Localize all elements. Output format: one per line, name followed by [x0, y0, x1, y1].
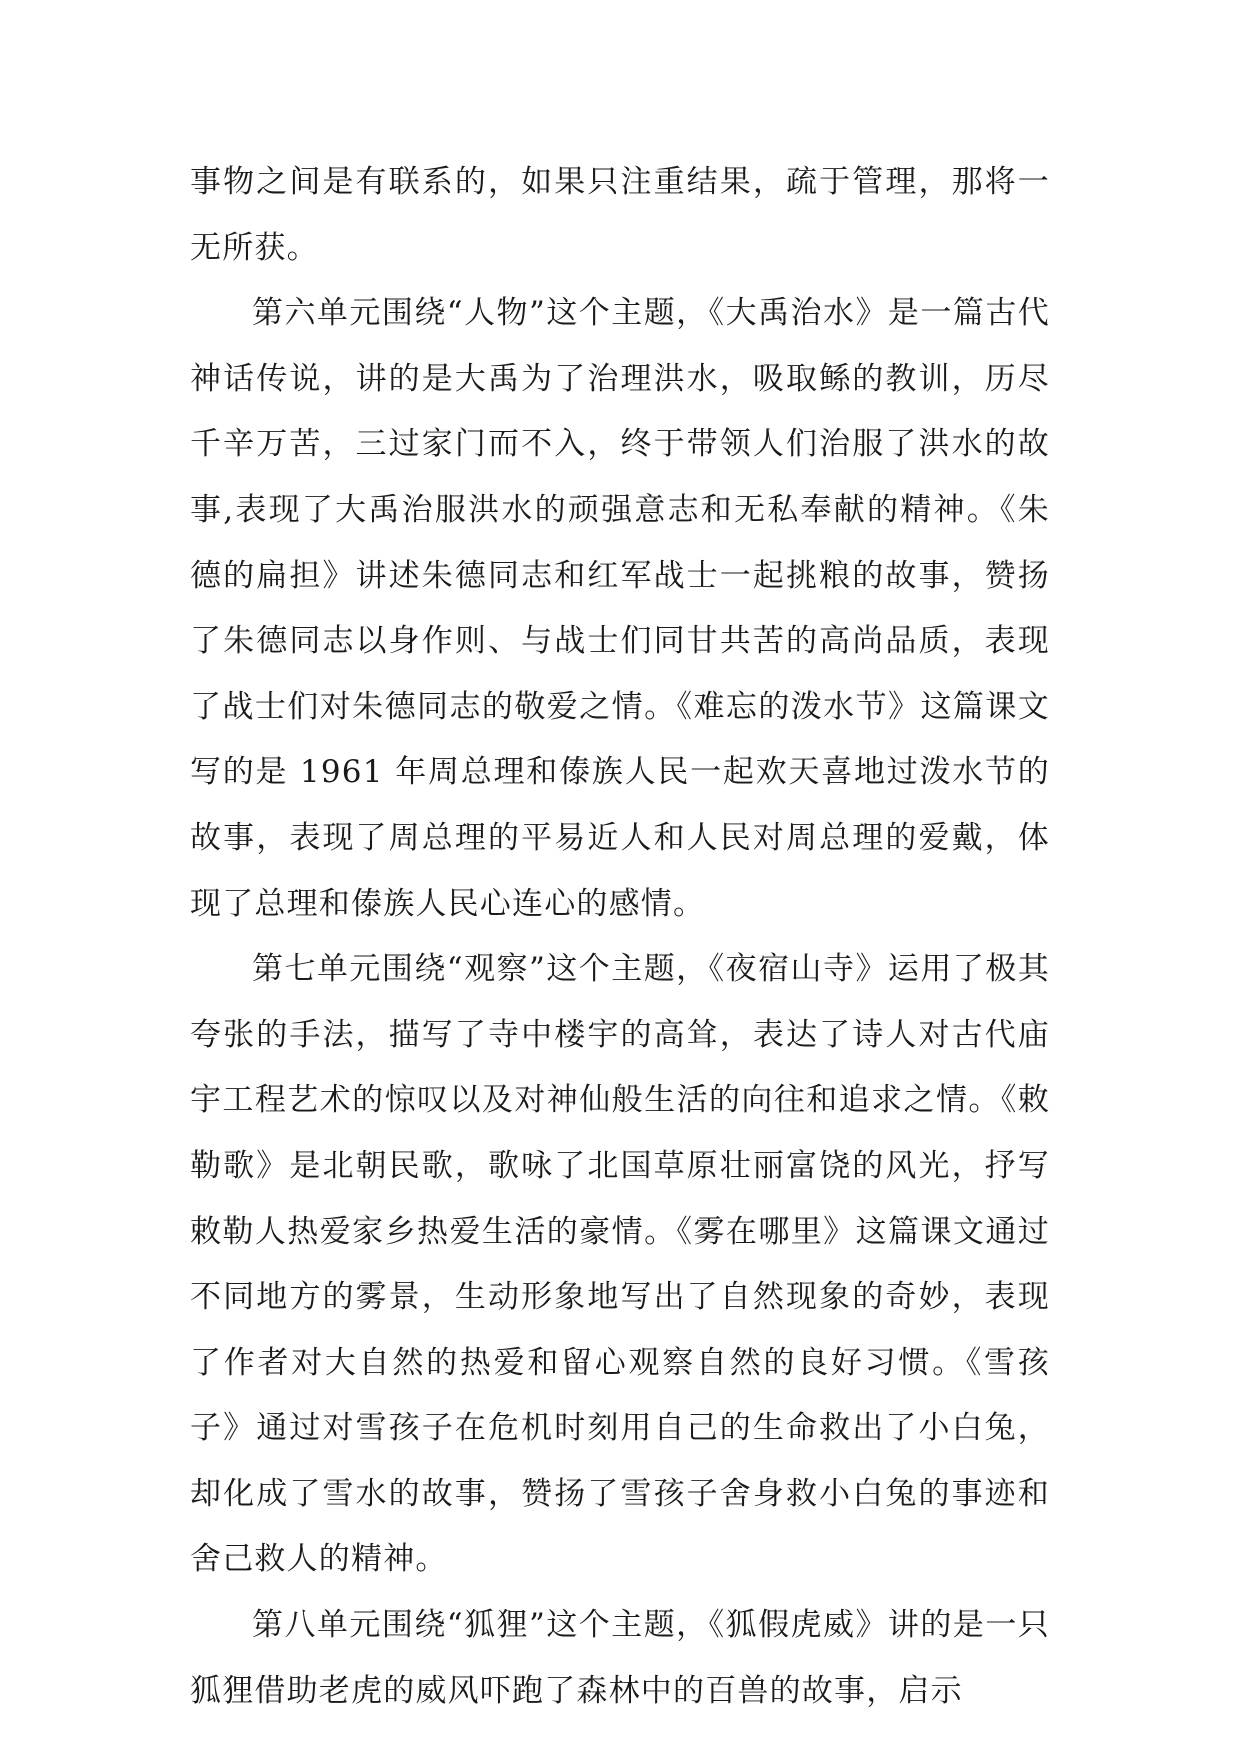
paragraph-unit-seven: 第七单元围绕“观察”这个主题，《夜宿山寺》运用了极其夸张的手法，描写了寺中楼宇的高耸，表达了诗人对古代庙宇工程艺术的惊叹以及对神仙般生活的向往和追求之情。《敕勒歌》是北朝民歌，歌咏了北国草原壮丽富饶的风光，抒写敕勒人热爱家乡热爱生活的豪情。《雾在哪里》这篇课文通过不同地方的雾景，生动形象地写出了自然现象的奇妙，表现了作者对大自然的热爱和留心观察自然的良好习惯。《雪孩子》通过对雪孩子在危机时刻用自己的生命救出了小白兔，却化成了雪水的故事，赞扬了雪孩子舍身救小白兔的事迹和舍己救人的精神。	[190, 951, 1050, 1578]
paragraph-unit-six: 第六单元围绕“人物”这个主题，《大禹治水》是一篇古代神话传说，讲的是大禹为了治理洪水，吸取鲧的教训，历尽千辛万苦，三过家门而不入，终于带领人们治服了洪水的故事,表现了大禹治服洪水的顽强意志和无私奉献的精神。《朱德的扁担》讲述朱德同志和红军战士一起挑粮的故事，赞扬了朱德同志以身作则、与战士们同甘共苦的高尚品质，表现了战士们对朱德同志的敬爱之情。《难忘的泼水节》这篇课文写的是 1961 年周总理和傣族人民一起欢天喜地过泼水节的故事，表现了周总理的平易近人和人民对周总理的爱戴，体现了总理和傣族人民心连心的感情。	[190, 295, 1050, 922]
document-body	[190, 150, 1050, 1724]
paragraph-unit-eight: 第八单元围绕“狐狸”这个主题，《狐假虎威》讲的是一只狐狸借助老虎的威风吓跑了森林中的百兽的故事，启示	[190, 1607, 1050, 1709]
paragraph-continuation: 事物之间是有联系的，如果只注重结果，疏于管理，那将一无所获。	[190, 164, 1050, 266]
